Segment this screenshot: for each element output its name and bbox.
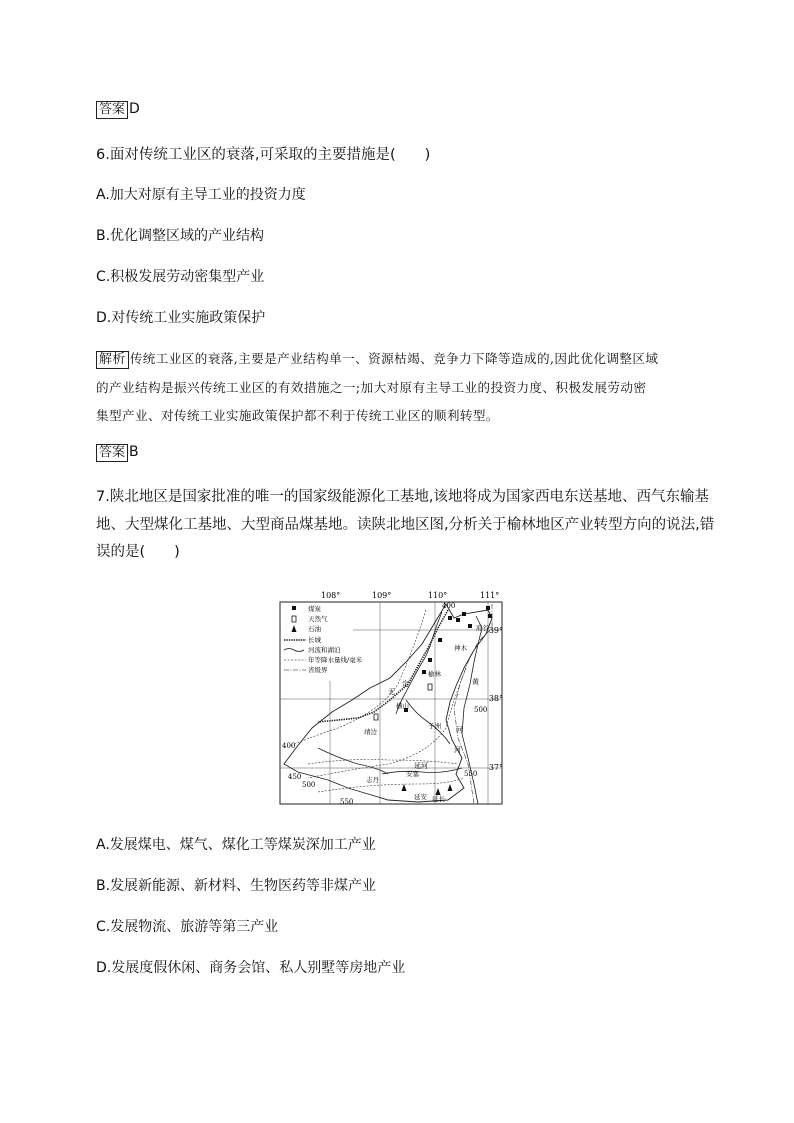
isohyet-500-east: 500 <box>474 706 488 714</box>
question-7-stem-2: 地、大型煤化工基地、大型商品煤基地。读陕北地区图,分析关于榆林地区产业转型方向的说法,错 <box>96 517 715 533</box>
lon-label-111: 111° <box>480 591 500 600</box>
lat-label-37: 37° <box>488 763 503 772</box>
place-hengshan: 横山 <box>396 702 409 710</box>
place-zhidan: 志丹 <box>366 776 379 784</box>
isohyet-550-east: 550 <box>464 770 478 778</box>
legend-boundary: 省级界 <box>308 666 328 674</box>
coal-mark <box>428 658 432 662</box>
isohyet-500-west: 500 <box>302 781 316 789</box>
q6-option-c: C.积极发展劳动密集型产业 <box>96 269 265 285</box>
q6-option-d: D.对传统工业实施政策保护 <box>96 310 266 326</box>
legend-coal: 煤炭 <box>308 605 321 613</box>
answer-value: B <box>129 444 139 460</box>
isohyet-400-north: 400 <box>442 602 456 610</box>
shaanbei-map <box>278 588 506 806</box>
coal-mark <box>438 638 442 642</box>
coal-mark <box>422 670 426 674</box>
q7-option-b: B.发展新能源、新材料、生物医药等非煤产业 <box>96 878 377 894</box>
place-jingbian: 靖边 <box>364 728 377 736</box>
answer-row-q6 <box>96 444 139 462</box>
answer-label: 答案 <box>96 101 128 119</box>
q7-option-d: D.发展度假休闲、商务会馆、私人别墅等房地产业 <box>96 960 406 976</box>
coal-icon <box>292 606 296 610</box>
legend-isohyet: 年等降水量线/毫米 <box>308 656 363 664</box>
place-yulin: 榆林 <box>428 670 441 678</box>
lon-label-109: 109° <box>372 591 392 600</box>
answer-value: D <box>129 101 140 117</box>
analysis-label: 解析 <box>96 351 129 369</box>
analysis-line-3: 集型产业、对传统工业实施政策保护都不利于传统工业区的顺利转型。 <box>96 408 499 423</box>
river-label-huang: 黄 <box>472 678 479 686</box>
river-label-wu: 无 <box>388 688 395 696</box>
river-label-he2: 河 <box>454 746 461 754</box>
coal-mark <box>448 616 452 620</box>
answer-label: 答案 <box>96 444 128 462</box>
q7-option-c: C.发展物流、旅游等第三产业 <box>96 919 279 935</box>
coal-mark <box>456 618 460 622</box>
analysis-line-2: 的产业结构是振兴传统工业区的有效措施之一;加大对原有主导工业的投资力度、积极发展劳动密 <box>96 380 647 395</box>
lon-label-108: 108° <box>321 591 341 600</box>
coal-mark <box>468 624 472 628</box>
analysis-text-1: 传统工业区的衰落,主要是产业结构单一、资源枯竭、竞争力下降等造成的,因此优化调整区域 <box>129 351 659 366</box>
coal-mark <box>488 614 492 618</box>
question-6-stem: 6.面对传统工业区的衰落,可采取的主要措施是( ) <box>96 147 431 163</box>
coal-mark <box>462 612 466 616</box>
analysis-line-1 <box>96 348 658 369</box>
legend-river: 河流和湖泊 <box>308 646 341 654</box>
place-zizhou: 子洲 <box>428 722 441 730</box>
legend-wall: 长城 <box>308 636 321 644</box>
question-7-stem-1: 7.陕北地区是国家批准的唯一的国家级能源化工基地,该地将成为国家西电东送基地、西气东输基 <box>96 489 709 505</box>
lat-label-38: 38° <box>488 694 503 703</box>
place-yanchang: 延长 <box>432 795 445 803</box>
q6-option-b: B.优化调整区域的产业结构 <box>96 228 265 244</box>
isohyet-400-west: 400 <box>282 742 296 750</box>
river-label-he: 河 <box>456 726 463 734</box>
isohyet-450: 450 <box>288 773 302 781</box>
legend-gas: 天然气 <box>308 615 328 623</box>
answer-row-q5 <box>96 101 140 119</box>
coal-mark <box>486 606 490 610</box>
q6-option-a: A.加大对原有主导工业的投资力度 <box>96 187 306 203</box>
place-fugu: 府谷 <box>476 624 489 632</box>
legend-oil: 石油 <box>308 625 321 633</box>
lon-label-110: 110° <box>428 591 448 600</box>
place-yanan: 延安 <box>414 793 427 801</box>
river-label-ding: 定 <box>402 680 409 688</box>
isohyet-550-south: 550 <box>340 798 354 806</box>
river-label-yanhe: 延河 <box>414 762 428 770</box>
place-shenmu: 神木 <box>454 644 467 652</box>
lat-label-39: 39° <box>488 626 503 635</box>
q7-option-a: A.发展煤电、煤气、煤化工等煤炭深加工产业 <box>96 837 376 853</box>
question-7-stem-3: 误的是( ) <box>96 544 180 560</box>
place-ansai: 安塞 <box>406 770 419 778</box>
